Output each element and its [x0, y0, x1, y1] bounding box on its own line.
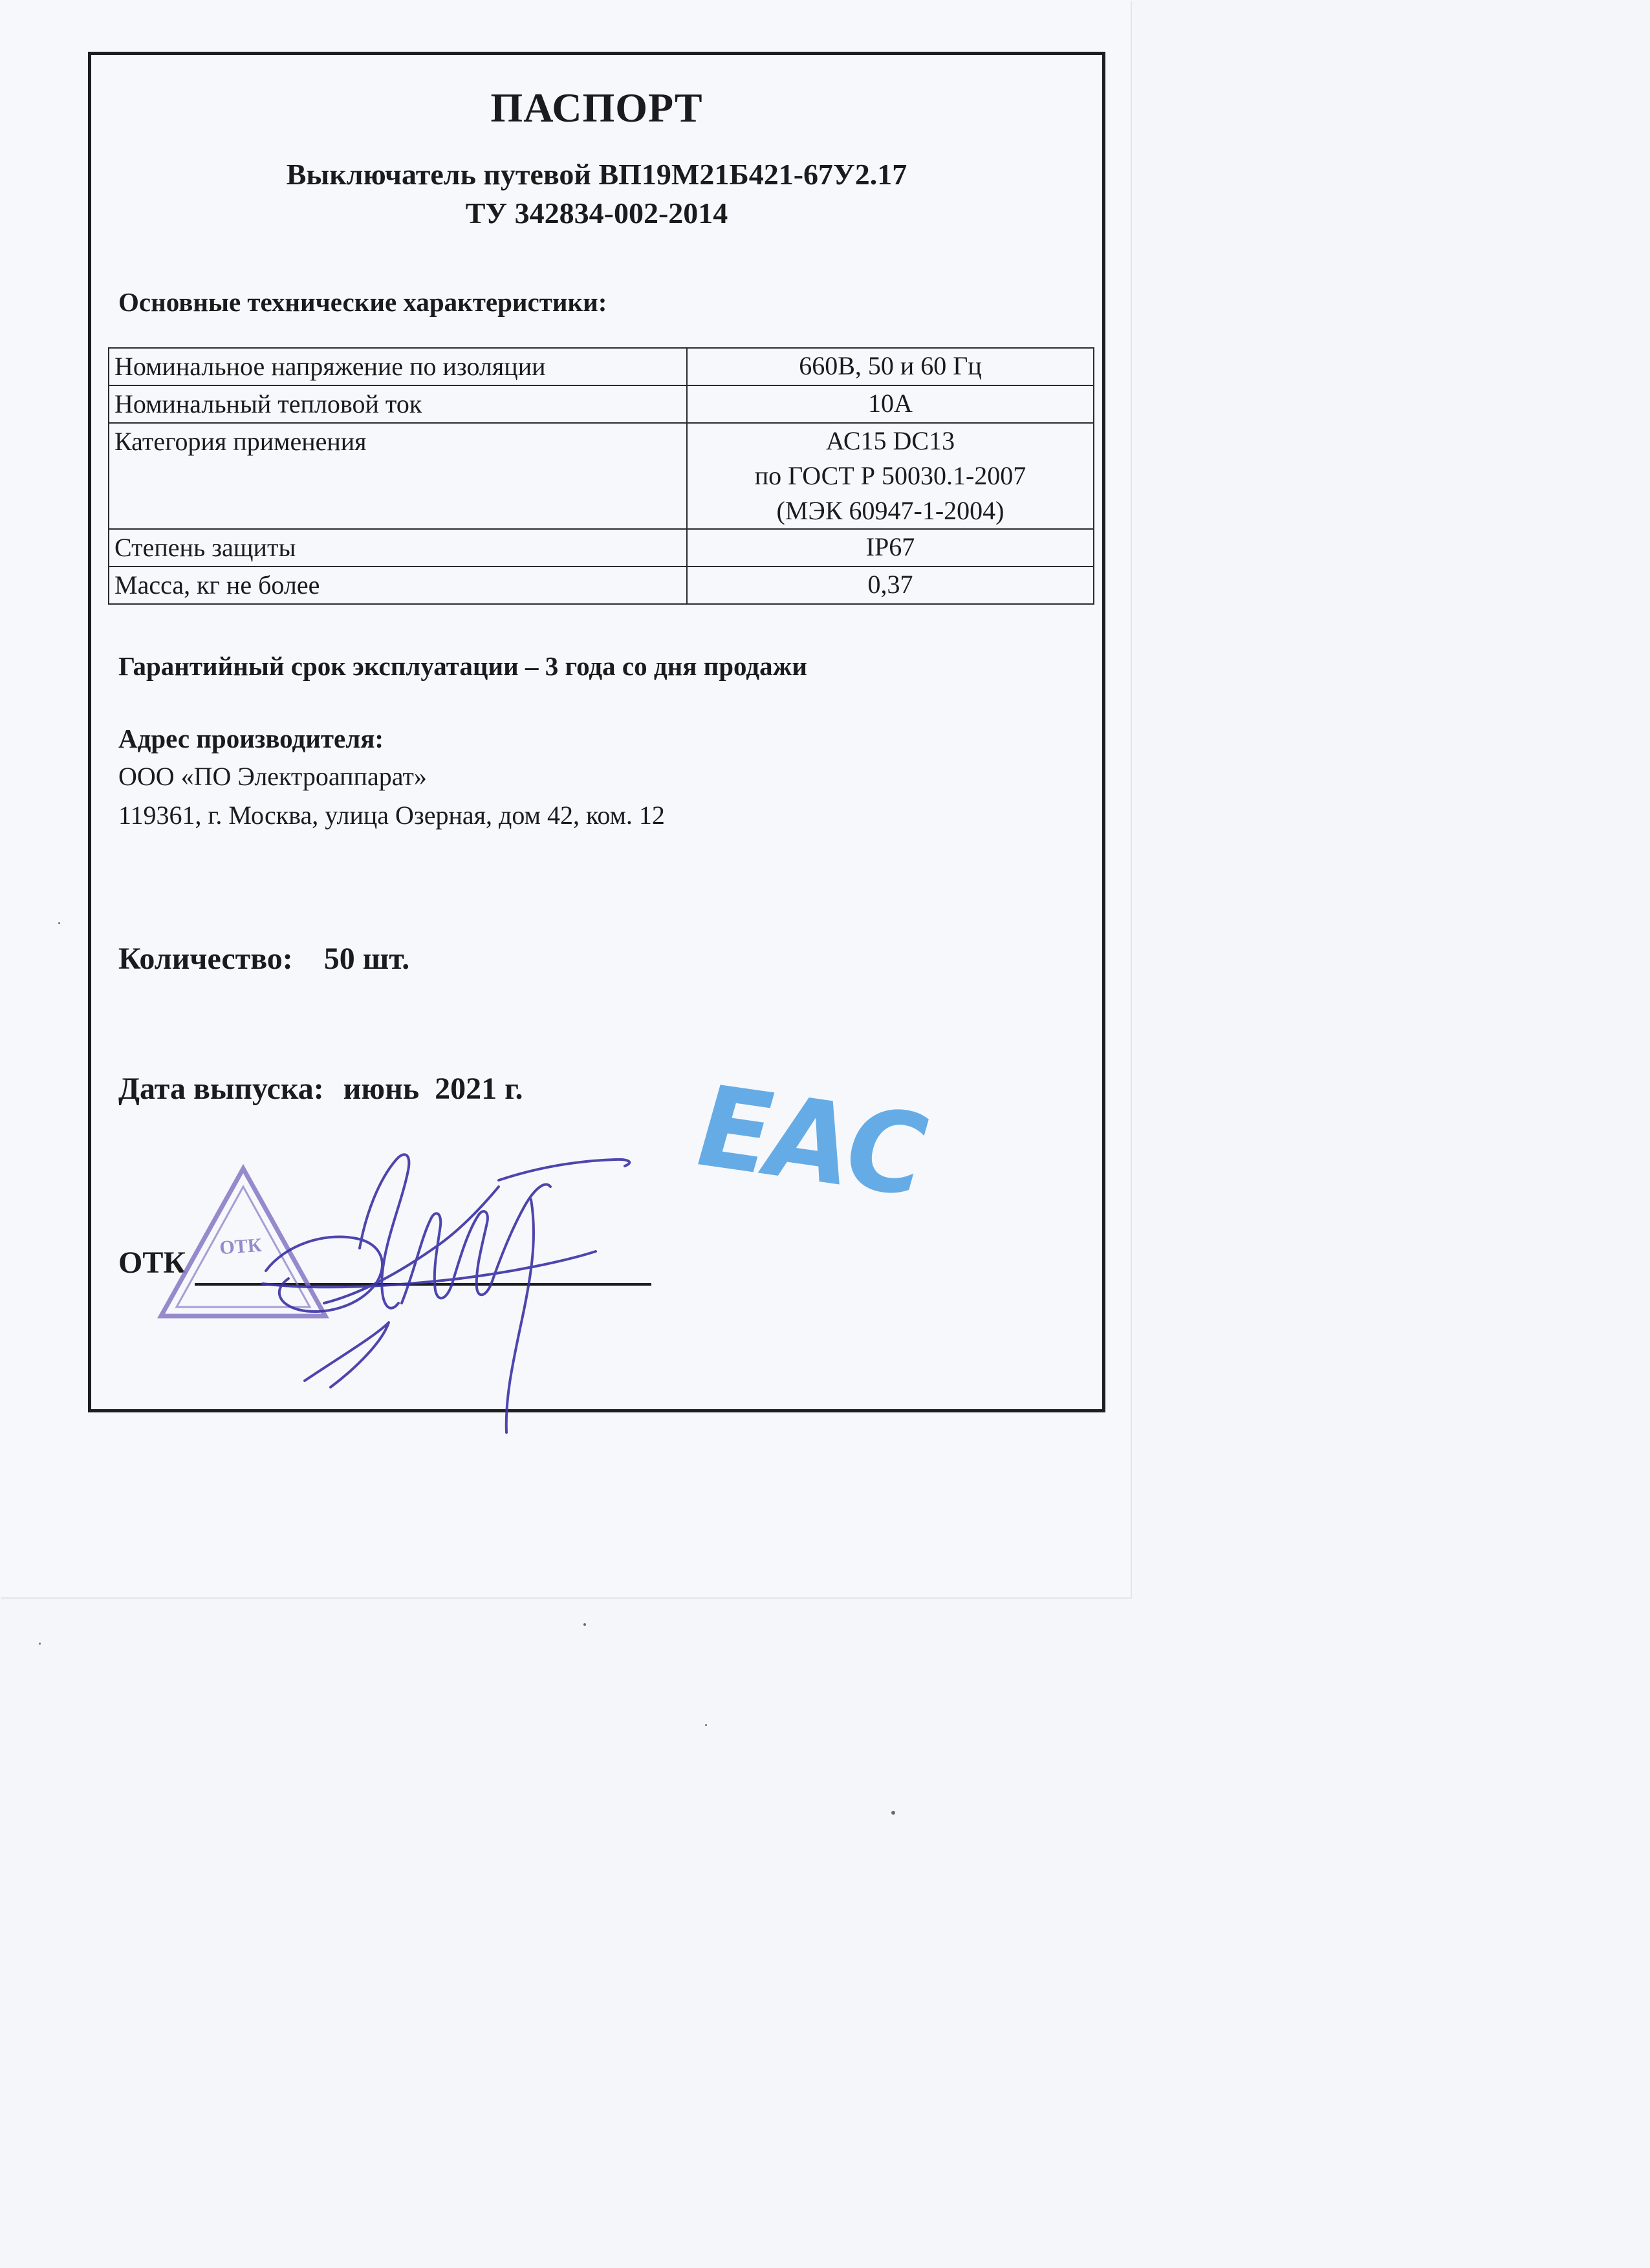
- table-row: [109, 385, 1094, 423]
- spec-param: Категория применения: [109, 423, 687, 529]
- scan-speck: [39, 1643, 41, 1645]
- spec-param: Степень защиты: [109, 529, 687, 567]
- otk-stamp-text: ОТК: [219, 1234, 263, 1259]
- document-title: ПАСПОРТ: [490, 85, 703, 131]
- spec-value: [687, 423, 1094, 529]
- spec-value-line: 10А: [868, 389, 913, 418]
- quantity-line: [118, 941, 409, 977]
- spec-value: [687, 529, 1094, 567]
- spec-value: [687, 567, 1094, 604]
- warranty-text: Гарантийный срок эксплуатации – 3 года со дня продажи: [118, 651, 807, 681]
- release-date-value: июнь 2021 г.: [343, 1072, 523, 1106]
- manufacturer-name: ООО «ПО Электроаппарат»: [118, 762, 427, 791]
- release-date-label: Дата выпуска:: [118, 1072, 324, 1106]
- manufacturer-address: 119361, г. Москва, улица Озерная, дом 42, ком. 12: [118, 801, 665, 830]
- release-date-line: [118, 1071, 523, 1107]
- quantity-label: Количество:: [118, 942, 293, 976]
- spec-param: Масса, кг не более: [109, 567, 687, 604]
- spec-value-line: (МЭК 60947-1-2004): [776, 496, 1004, 525]
- scan-speck: [891, 1811, 895, 1815]
- quantity-value: 50 шт.: [323, 942, 410, 976]
- table-row: [109, 423, 1094, 529]
- eac-mark-text: ЕАС: [680, 1062, 939, 1221]
- scan-speck: [583, 1623, 586, 1626]
- product-name: Выключатель путевой ВП19М21Б421-67У2.17: [286, 158, 907, 191]
- specs-heading: Основные технические характеристики:: [118, 287, 607, 317]
- spec-param: Номинальное напряжение по изоляции: [109, 348, 687, 385]
- scan-speck: [705, 1724, 707, 1726]
- spec-value: [687, 385, 1094, 423]
- passport-sheet: [0, 0, 1131, 1597]
- spec-value-line: АС15 DC13: [825, 426, 955, 455]
- table-row: [109, 567, 1094, 604]
- document-frame: [88, 52, 1105, 1412]
- otk-label: ОТК: [118, 1246, 186, 1280]
- spec-value-line: 660В, 50 и 60 Гц: [799, 351, 982, 380]
- signature-icon: [227, 1109, 693, 1445]
- address-heading: Адрес производителя:: [118, 724, 384, 753]
- spec-value-line: 0,37: [867, 570, 913, 599]
- scan-speck: [58, 922, 60, 924]
- spec-value-line: по ГОСТ Р 50030.1-2007: [754, 461, 1026, 490]
- table-row: [109, 529, 1094, 567]
- spec-value: [687, 348, 1094, 385]
- specs-table: [108, 347, 1094, 605]
- table-row: [109, 348, 1094, 385]
- spec-value-line: IP67: [865, 532, 915, 561]
- spec-param: Номинальный тепловой ток: [109, 385, 687, 423]
- eac-mark-icon: [680, 1061, 939, 1221]
- spec-code: ТУ 342834-002-2014: [465, 197, 728, 230]
